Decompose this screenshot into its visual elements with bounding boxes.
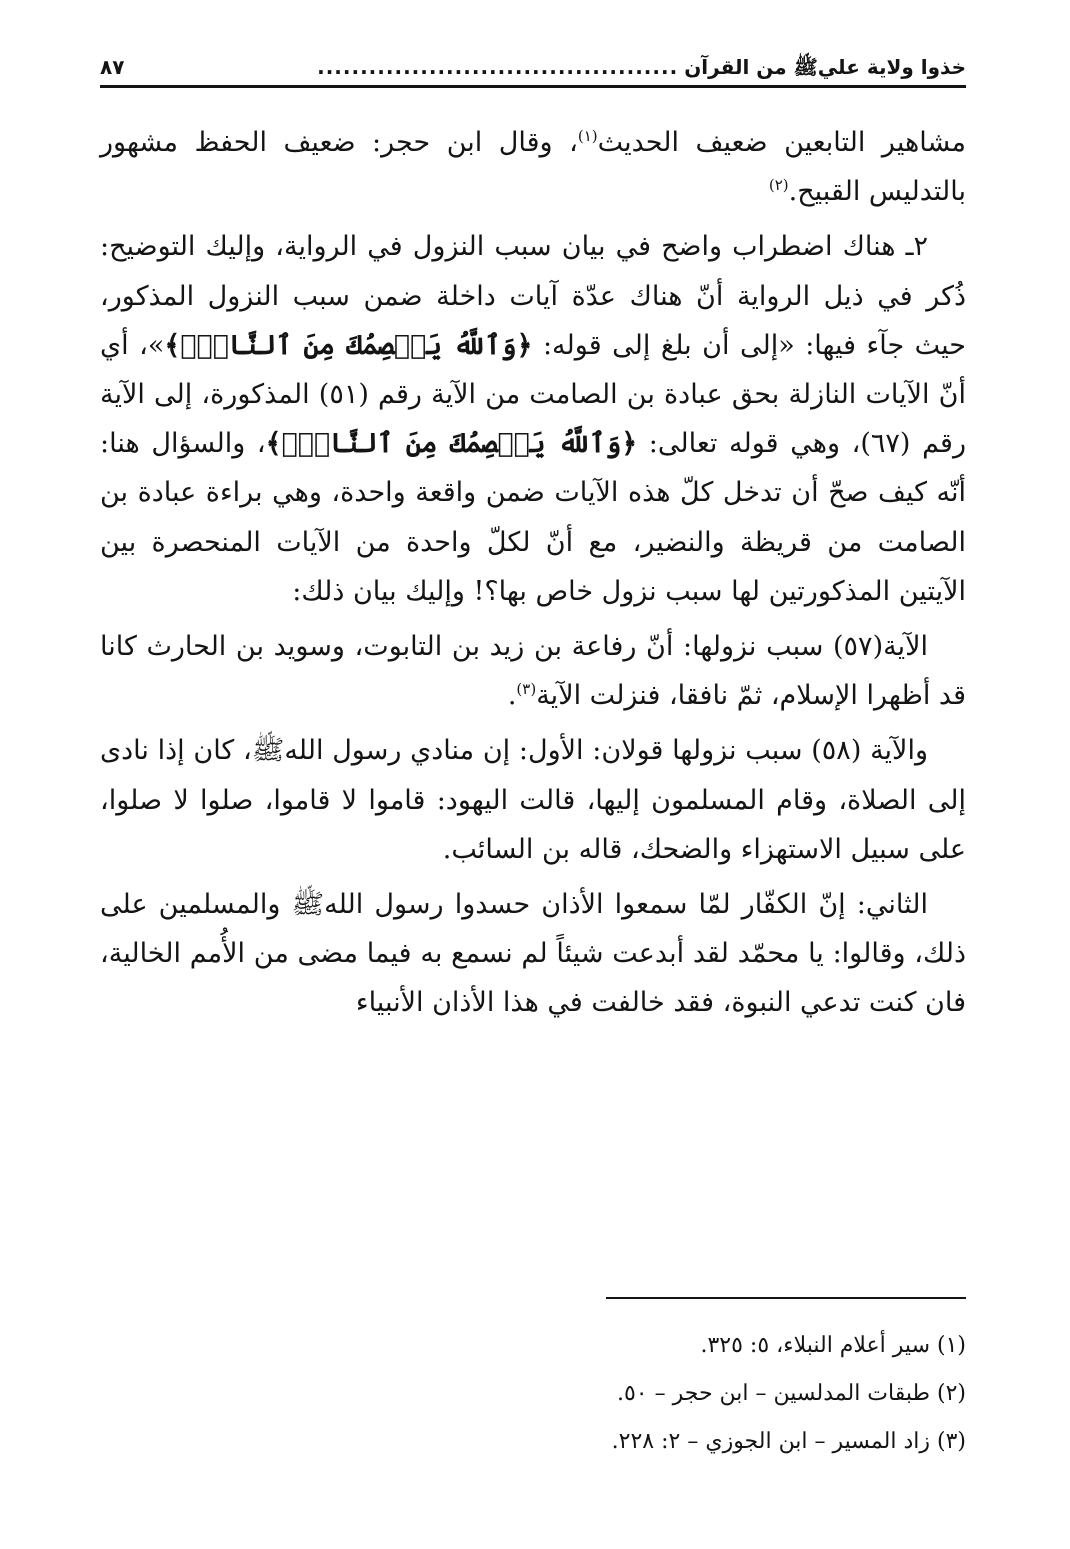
- page-number: ٨٧: [100, 55, 125, 79]
- text-run: الآية(٥٧) سبب نزولها: أنّ رفاعة بن زيد بن التابوت، وسويد بن الحارث كانا قد أظهرا الإسلام، ثمّ نافقا، فنزلت الآية: [100, 631, 966, 712]
- footnote-divider: [606, 1297, 966, 1299]
- paragraph: [100, 222, 966, 616]
- body-text: [100, 118, 966, 1034]
- footnote-2: (٢) طبقات المدلسين – ابن حجر – ٥٠.: [616, 1381, 966, 1406]
- leader-dots: ..........................................: [317, 55, 679, 79]
- paragraph: [100, 622, 966, 720]
- quran-verse: ﴿وَٱللَّهُ يَعۡصِمُكَ مِنَ ٱلنَّاسِۗ﴾: [164, 329, 533, 361]
- footnote-marker: (١): [577, 127, 598, 145]
- text-run: مشاهير التابعين ضعيف الحديث: [597, 127, 966, 158]
- text-run: ٢ـ هناك اضطراب واضح في بيان سبب النزول في الرواية، وإليك التوضيح: ذُكر في ذيل الرواية أنّ هناك عدّة آيات داخلة ضمن سبب النزول المذكور، حيث جآء فيها: «إلى أن بلغ إلى قوله:: [100, 231, 966, 361]
- quran-verse: ﴿وَٱللَّهُ يَعۡصِمُكَ مِنَ ٱلنَّاسِۗ﴾: [265, 428, 638, 460]
- text-run: .: [507, 680, 517, 712]
- paragraph: [100, 880, 966, 1028]
- text-run: »، أي أنّ الآيات النازلة بحق عبادة بن الصامت من الآية رقم (٥١) المذكورة، إلى الآية رقم (٦٧)، وهي قوله تعالى:: [100, 329, 966, 460]
- paragraph: [100, 118, 966, 216]
- footnotes: [100, 1322, 966, 1466]
- running-header: [100, 52, 966, 88]
- footnote-marker: (٣): [516, 680, 537, 699]
- text-run: ، وقال ابن حجر: ضعيف الحفظ مشهور بالتدليس القبيح.: [100, 127, 966, 208]
- running-title: خذوا ولاية عليﷺ من القرآن: [684, 55, 966, 79]
- footnote-marker: (٢): [768, 176, 789, 195]
- paragraph: [100, 726, 966, 874]
- text-run: الثاني: إنّ الكفّار لمّا سمعوا الأذان حسدوا رسول اللهﷺ والمسلمين على ذلك، وقالوا: يا محمّد لقد أبدعت شيئاً لم نسمع به فيما مضى من الأُمم الخالية، فان كنت تدعي النبوة، فقد خالفت في هذا الأذان الأنبياء: [100, 889, 966, 1019]
- text-run: والآية (٥٨) سبب نزولها قولان: الأول: إن منادي رسول اللهﷺ، كان إذا نادى إلى الصلاة، وقام المسلمون إليها، قالت اليهود: قاموا لا قاموا، صلوا لا صلوا، على سبيل الاستهزاء والضحك، قاله بن السائب.: [100, 735, 966, 865]
- footnote-1: (١) سير أعلام النبلاء، ٥: ٣٢٥.: [700, 1333, 966, 1358]
- footnote-3: (٣) زاد المسير – ابن الجوزي – ٢: ٢٢٨.: [611, 1429, 966, 1454]
- text-run: ، والسؤال هنا: أنّه كيف صحّ أن تدخل كلّ هذه الآيات ضمن واقعة واحدة، وهي براءة عبادة بن الصامت من قريظة والنضير، مع أنّ لكلّ واحدة من الآيات المنحصرة بين الآيتين المذكورتين لها سبب نزول خاص بها؟! وإليك بيان ذلك:: [100, 428, 966, 607]
